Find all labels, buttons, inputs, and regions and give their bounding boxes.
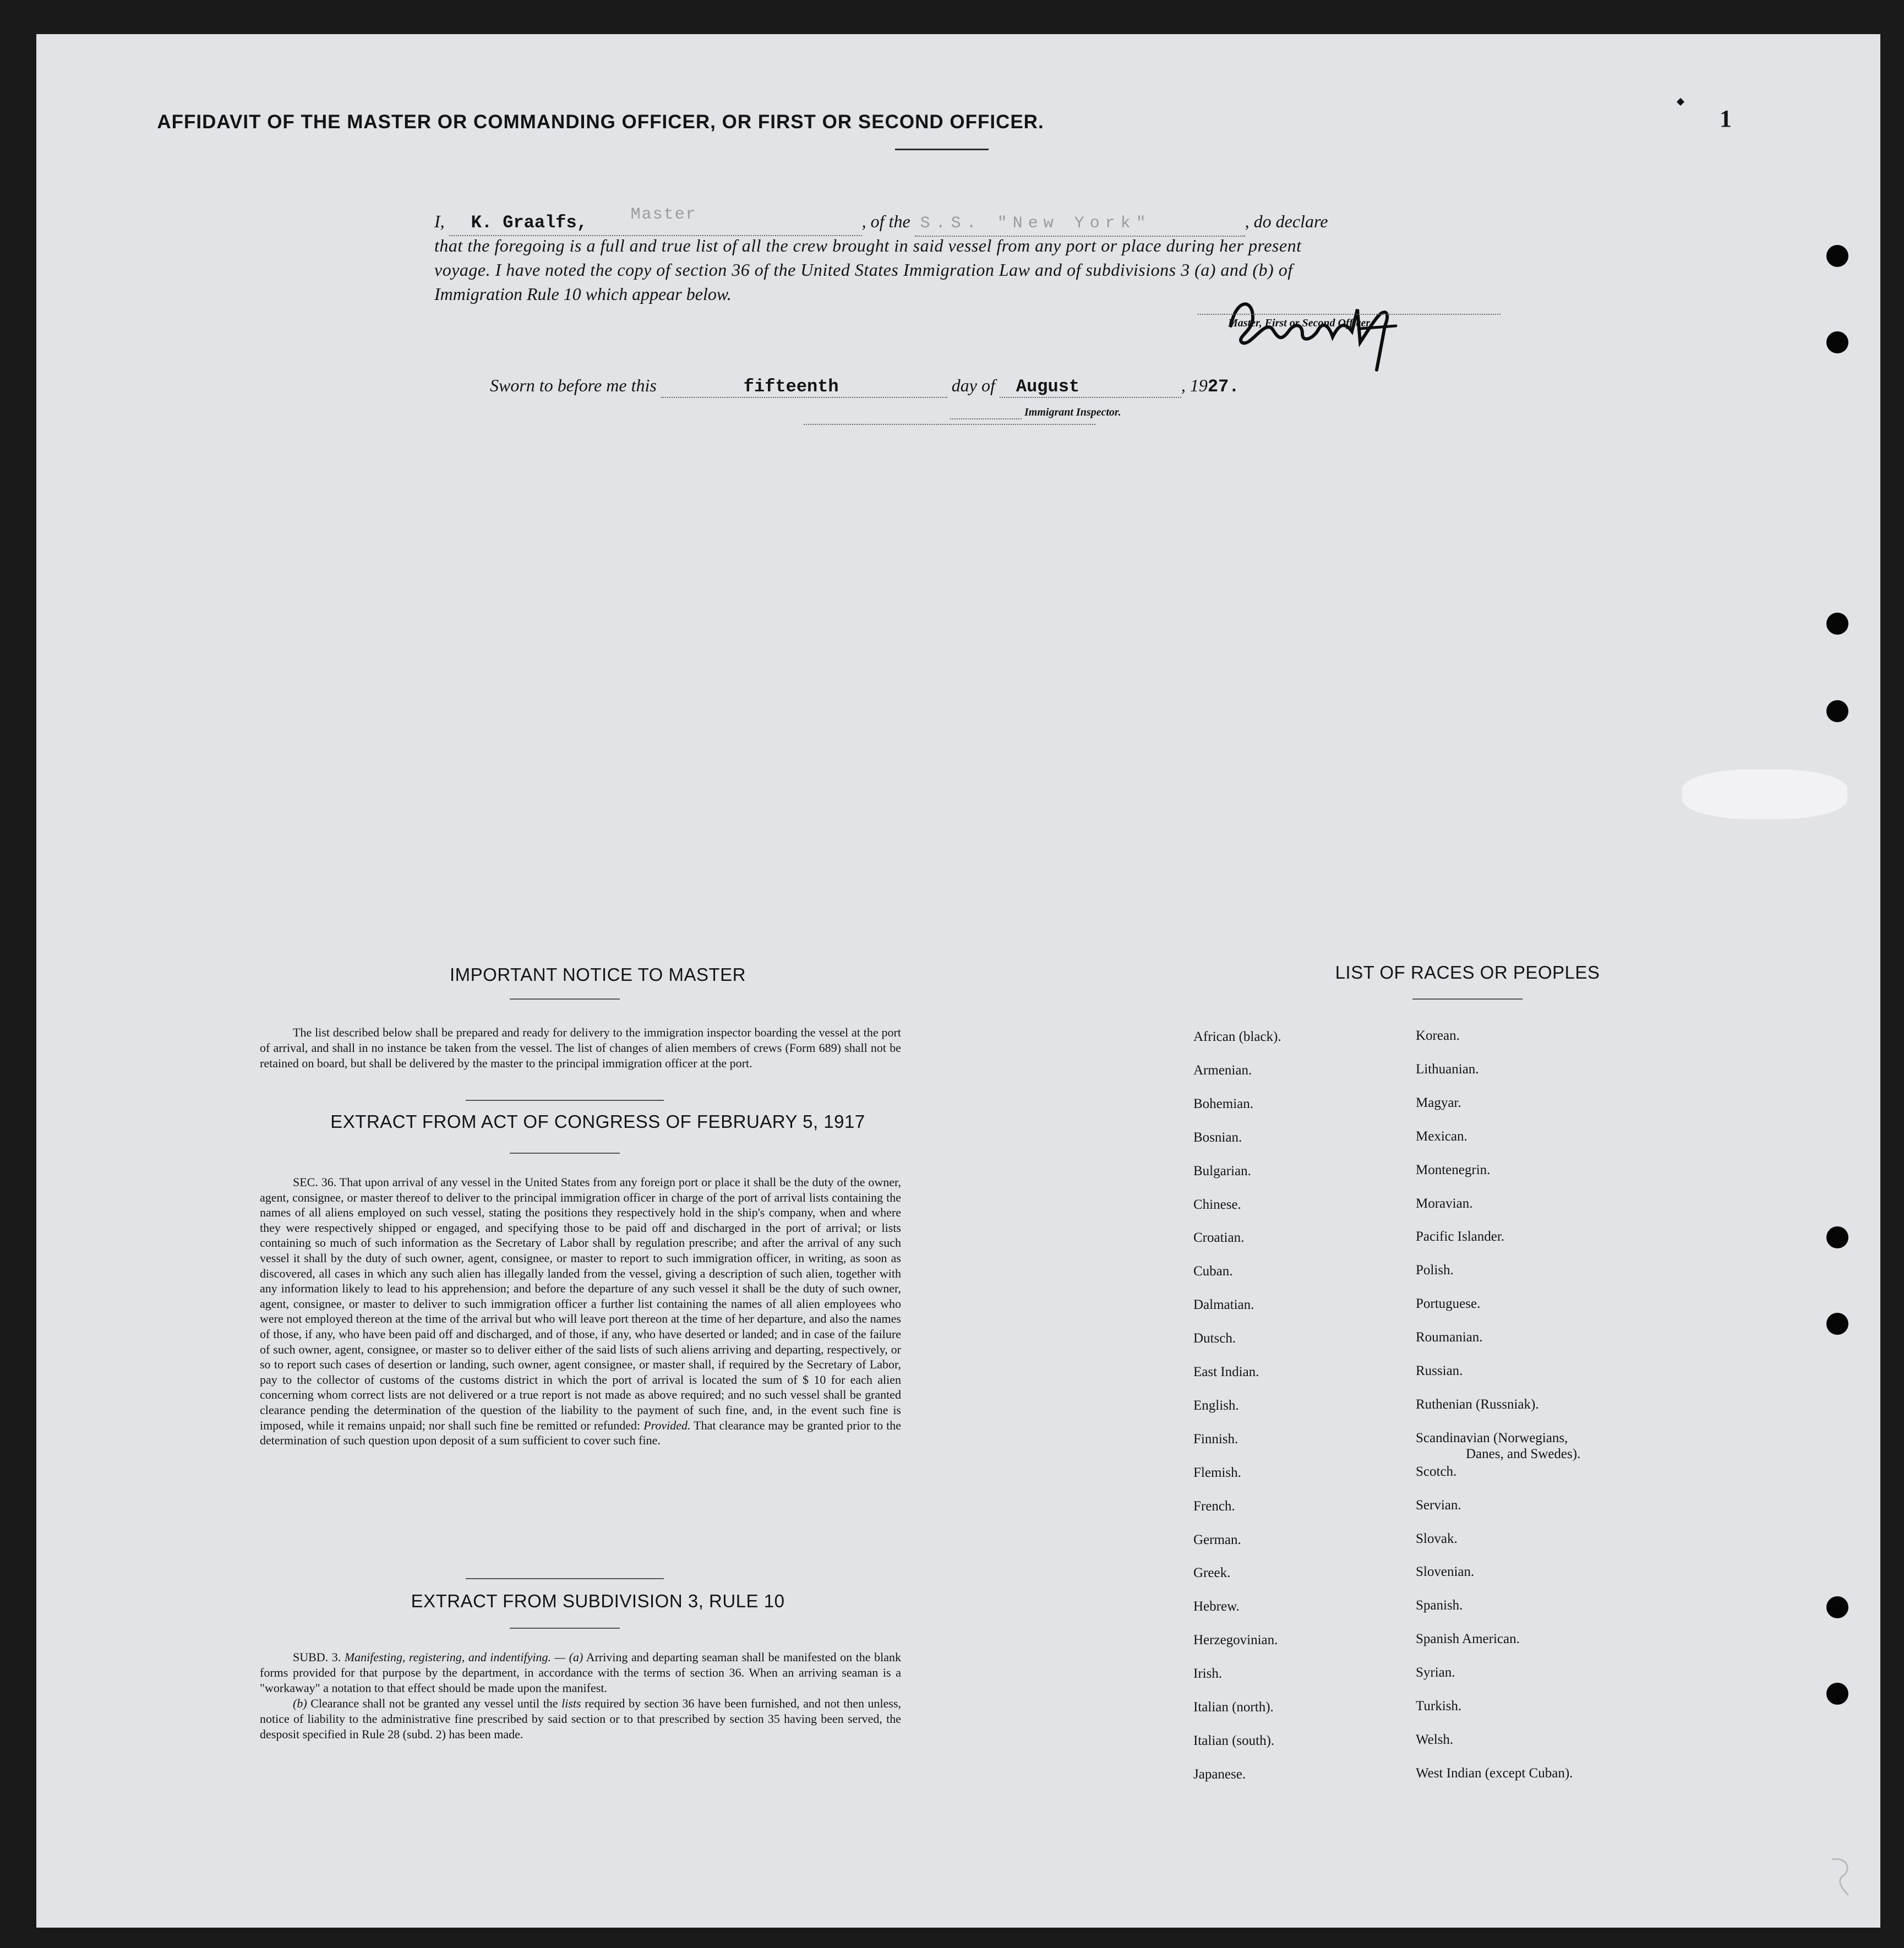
inspector-caption: Immigrant Inspector. <box>1024 406 1121 418</box>
race-item: Italian (north). <box>1193 1700 1274 1715</box>
race-item: Slovak. <box>1416 1531 1458 1546</box>
race-item: Roumanian. <box>1416 1330 1483 1345</box>
punch-hole <box>1826 613 1848 635</box>
punch-hole <box>1826 1683 1848 1705</box>
act-heading: EXTRACT FROM ACT OF CONGRESS OF FEBRUARY 5, 1917 <box>330 1111 865 1132</box>
race-item: Herzegovinian. <box>1193 1633 1278 1647</box>
race-item: Bosnian. <box>1193 1130 1242 1145</box>
race-item: Turkish. <box>1416 1699 1462 1714</box>
race-item: Croatian. <box>1193 1230 1245 1245</box>
notice-heading: IMPORTANT NOTICE TO MASTER <box>449 964 746 985</box>
races-divider <box>1412 998 1523 1000</box>
vessel-field <box>915 209 1245 237</box>
race-item: Bulgarian. <box>1193 1164 1251 1178</box>
race-item: Armenian. <box>1193 1063 1252 1078</box>
act-body <box>260 1175 901 1448</box>
rule-body <box>260 1650 901 1742</box>
race-item: English. <box>1193 1398 1239 1413</box>
notice-text: The list described below shall be prepared and ready for delivery to the immigration inspector boarding the vessel at the port of arrival, and shall in no instance be taken from the vessel. The list of changes of alien members of crews (Form 689) shall not be retained on board, but shall be delivered by the master to the principal immigration officer at the port. <box>260 1025 901 1070</box>
document-page <box>36 34 1880 1928</box>
race-item: West Indian (except Cuban). <box>1416 1766 1573 1781</box>
race-right-continuation: Danes, and Swedes). <box>1466 1447 1581 1461</box>
punch-hole <box>1826 1226 1848 1248</box>
rule-a-title: Manifesting, registering, and indentifying. — (a) <box>344 1650 583 1664</box>
page-number-mark: 1 <box>1720 105 1732 132</box>
race-item: Lithuanian. <box>1416 1062 1479 1077</box>
sworn-day: fifteenth <box>743 376 839 397</box>
race-item: Cuban. <box>1193 1264 1233 1279</box>
race-item: East Indian. <box>1193 1365 1259 1379</box>
paper-blemish <box>1682 770 1847 819</box>
affidavit-title: AFFIDAVIT OF THE MASTER OR COMMANDING OFFICER, OR FIRST OR SECOND OFFICER. <box>157 111 1044 133</box>
sworn-month-field <box>1000 375 1181 398</box>
declaration-line-4: Immigration Rule 10 which appear below. <box>434 284 732 304</box>
sworn-year: 27. <box>1207 376 1240 397</box>
master-role: Master <box>630 205 697 224</box>
race-item: Polish. <box>1416 1263 1454 1278</box>
race-item: Spanish American. <box>1416 1631 1520 1646</box>
race-item: African (black). <box>1193 1029 1281 1044</box>
rule-a-body: Arriving and departing seaman shall be manifested on the blank forms provided for that purpose by the department, in accordance with the terms of section 36. When an arriving seaman is a "workaway" a notation to that effect should be made upon the manifest. <box>260 1650 902 1695</box>
punch-hole <box>1826 1313 1848 1335</box>
stray-mark <box>1677 98 1684 106</box>
race-item: Chinese. <box>1193 1197 1241 1212</box>
rule-b-body1: Clearance shall not be granted any vessel until the <box>310 1696 558 1710</box>
signer-caption: Master, First or Second Officer. <box>1228 317 1372 329</box>
act-provided: Provided. <box>643 1418 691 1432</box>
rule-a-prefix: SUBD. 3. <box>293 1650 341 1664</box>
inspector-signature-line <box>804 423 1095 425</box>
race-item: Finnish. <box>1193 1432 1239 1447</box>
race-item: Ruthenian (Russniak). <box>1416 1397 1539 1412</box>
races-heading: LIST OF RACES OR PEOPLES <box>1335 962 1600 983</box>
race-item: Italian (south). <box>1193 1733 1275 1748</box>
notice-body <box>260 1025 901 1071</box>
declaration-line-2: that the foregoing is a full and true list of all the crew brought in said vessel from any port or place during her present <box>434 236 1302 255</box>
race-item: German. <box>1193 1532 1241 1547</box>
notice-end-divider <box>466 1100 664 1101</box>
rule-b-prefix: (b) <box>293 1696 307 1710</box>
rule-b-lists: lists <box>561 1696 581 1710</box>
race-item: Pacific Islander. <box>1416 1229 1505 1244</box>
race-item: Scandinavian (Norwegians, <box>1416 1431 1568 1445</box>
notice-divider <box>510 998 620 1000</box>
act-divider <box>510 1153 620 1154</box>
race-item: Mexican. <box>1416 1129 1467 1144</box>
race-item: Syrian. <box>1416 1665 1455 1680</box>
race-item: Dutsch. <box>1193 1331 1236 1346</box>
sworn-prefix: Sworn to before me this <box>490 375 657 395</box>
race-item: Bohemian. <box>1193 1096 1254 1111</box>
race-item: Servian. <box>1416 1498 1461 1513</box>
race-item: Hebrew. <box>1193 1599 1240 1614</box>
handwritten-page-mark <box>1826 1854 1859 1898</box>
race-item: Japanese. <box>1193 1767 1246 1782</box>
sworn-line <box>490 375 1240 398</box>
race-item: Portuguese. <box>1416 1296 1481 1311</box>
do-declare-label: , do declare <box>1245 211 1328 231</box>
race-item: Magyar. <box>1416 1095 1461 1110</box>
race-item: Slovenian. <box>1416 1564 1475 1579</box>
punch-hole <box>1826 245 1848 267</box>
act-text: SEC. 36. That upon arrival of any vessel in the United States from any foreign port or place it shall be the duty of the owner, agent, consignee, or master thereof to deliver to the principal immigration officer in charge of the port of arrival lists containing the names of all aliens employed on such vessel, stating the positions they respectively hold in the ship's company, when and where they were respectively shipped or engaged, and specifying those to be paid off and discharged in the port of arrival; or lists containing so much of such information as the Secretary of Labor shall by regulation prescribe; and after the arrival of any such vessel it shall by the duty of such owner, agent, consignee, or master to report to such immigration officer, in writing, as soon as discovered, all cases in which any such alien has illegally landed from the vessel, giving a description of such alien, together with any information likely to lead to his apprehension; and before the departure of any such vessel it shall be the duty of such owner, agent, consignee, or master to deliver to such immigration officer a further list containing the names of all alien employees who were not employed thereon at the time of the arrival but who will leave port thereon at the time of her departure, and also the names of those, if any, who have been paid off and discharged, and of those, if any, who have deserted or landed; and in case of the failure of such owner, agent, consignee, or master so to deliver either of the said lists of such aliens arriving and departing, respectively, or so to report such cases of desertion or landing, such owner, agent consignee, or master shall, if required by the Secretary of Labor, pay to the collector of customs of the customs district in which the port of arrival is located the sum of $ 10 for each alien concerning whom correct lists are not delivered or a true report is not made as above required; and no such vessel shall be granted clearance pending the determination of the question of the liability to the payment of such fine, and, in the event such fine is imposed, while it remains unpaid; nor shall such fine be remitted or refunded: <box>260 1175 901 1432</box>
punch-hole <box>1826 331 1848 353</box>
race-item: Russian. <box>1416 1363 1463 1378</box>
day-of-label: day of <box>951 375 995 395</box>
race-item: Flemish. <box>1193 1465 1241 1480</box>
race-item: Dalmatian. <box>1193 1297 1254 1312</box>
race-item: Scotch. <box>1416 1464 1457 1479</box>
year-prefix: , 19 <box>1181 375 1208 395</box>
rule-b-body2: required by section 36 have been furnished, and not then unless, notice of liability to the administrative fine prescribed by said section or to that prescribed by section 35 having been served, the desposit specified in Rule 28 (subd. 2) has been made. <box>260 1696 902 1741</box>
signature-line <box>1198 313 1501 315</box>
race-item: Welsh. <box>1416 1732 1454 1747</box>
of-the-label: , of the <box>861 211 910 231</box>
sworn-day-field <box>661 375 947 398</box>
decl-i: I, <box>434 211 445 231</box>
master-name: K. Graalfs, <box>471 212 587 233</box>
race-item: Montenegrin. <box>1416 1163 1491 1177</box>
race-item: Korean. <box>1416 1028 1460 1043</box>
title-divider <box>895 149 989 150</box>
race-item: Irish. <box>1193 1666 1223 1681</box>
race-item: Spanish. <box>1416 1598 1463 1613</box>
rule-divider <box>510 1628 620 1629</box>
master-signature <box>1220 287 1495 375</box>
declaration-line-3: voyage. I have noted the copy of section 36 of the United States Immigration Law and of subdivisions 3 (a) and (b) of <box>434 260 1293 280</box>
master-name-field <box>449 205 862 236</box>
rule-heading: EXTRACT FROM SUBDIVISION 3, RULE 10 <box>411 1591 785 1611</box>
race-item: French. <box>1193 1499 1235 1514</box>
act-end-divider <box>466 1578 664 1579</box>
sworn-month: August <box>1016 376 1080 397</box>
vessel-name: S.S. "New York" <box>920 214 1152 233</box>
punch-hole <box>1826 1596 1848 1618</box>
punch-hole <box>1826 700 1848 722</box>
act-text-end: That clearance may be granted prior to the determination of such question upon deposit of a sum sufficient to cover such fine. <box>260 1418 901 1448</box>
inspector-short-line <box>950 417 1022 419</box>
race-item: Greek. <box>1193 1565 1231 1580</box>
race-item: Moravian. <box>1416 1196 1473 1211</box>
